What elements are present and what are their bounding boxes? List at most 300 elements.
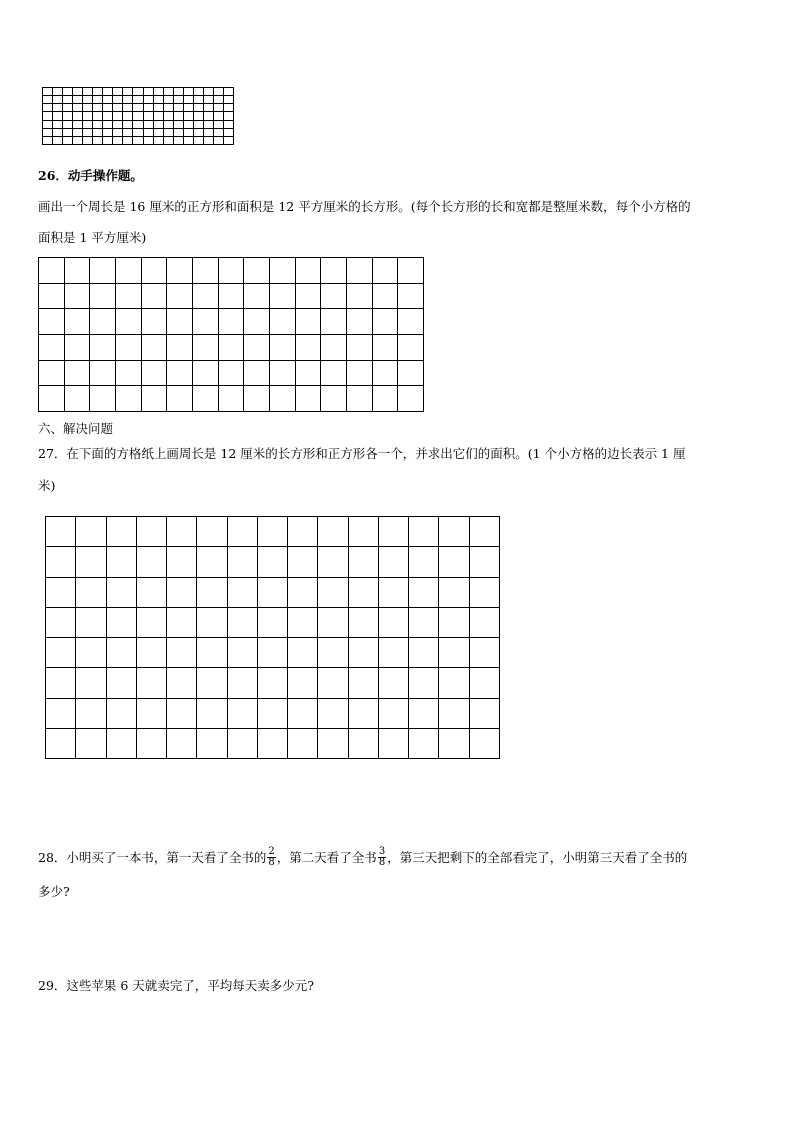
grid-cell — [398, 361, 424, 387]
grid-cell — [76, 638, 106, 668]
grid-cell — [83, 121, 93, 129]
grid-cell — [228, 729, 258, 759]
grid-cell — [224, 121, 234, 129]
grid-cell — [65, 386, 91, 412]
grid-cell — [46, 729, 76, 759]
grid-cell — [349, 608, 379, 638]
grid-cell — [76, 668, 106, 698]
grid-cell — [214, 104, 224, 112]
grid-cell — [204, 137, 214, 145]
grid-cell — [103, 137, 113, 145]
grid-cell — [228, 699, 258, 729]
grid-cell — [83, 112, 93, 120]
grid-cell — [90, 258, 116, 284]
grid-cell — [137, 547, 167, 577]
grid-cell — [46, 578, 76, 608]
grid-cell — [107, 517, 137, 547]
grid-cell — [142, 258, 168, 284]
grid-cell — [270, 335, 296, 361]
grid-cell — [409, 547, 439, 577]
grid-cell — [379, 547, 409, 577]
grid-cell — [93, 88, 103, 96]
q28-text-line1 — [38, 848, 687, 869]
grid-cell — [214, 129, 224, 137]
grid-cell — [398, 335, 424, 361]
grid-cell — [83, 96, 93, 104]
q26-text-line2: 面积是 1 平方厘米) — [38, 230, 147, 245]
grid-cell — [137, 699, 167, 729]
grid-cell — [184, 121, 194, 129]
grid-cell — [219, 258, 245, 284]
grid-cell — [244, 284, 270, 310]
grid-cell — [439, 517, 469, 547]
grid-cell — [174, 137, 184, 145]
grid-cell — [63, 112, 73, 120]
grid-cell — [107, 578, 137, 608]
grid-cell — [103, 112, 113, 120]
grid-cell — [167, 386, 193, 412]
grid-cell — [379, 517, 409, 547]
grid-cell — [373, 284, 399, 310]
grid-cell — [318, 578, 348, 608]
grid-cell — [470, 578, 500, 608]
grid-cell — [73, 104, 83, 112]
grid-cell — [164, 112, 174, 120]
grid-cell — [113, 137, 123, 145]
grid-cell — [219, 361, 245, 387]
grid-cell — [46, 608, 76, 638]
grid-cell — [228, 608, 258, 638]
grid-cell — [164, 88, 174, 96]
grid-cell — [123, 137, 133, 145]
grid-cell — [164, 104, 174, 112]
grid-cell — [258, 608, 288, 638]
grid-cell — [123, 112, 133, 120]
grid-cell — [164, 137, 174, 145]
grid-cell — [123, 129, 133, 137]
grid-cell — [197, 668, 227, 698]
grid-cell — [197, 699, 227, 729]
grid-cell — [224, 96, 234, 104]
grid-cell — [258, 517, 288, 547]
grid-cell — [46, 638, 76, 668]
grid-cell — [93, 137, 103, 145]
grid-cell — [379, 608, 409, 638]
grid-cell — [116, 335, 142, 361]
grid-cell — [174, 129, 184, 137]
grid-cell — [39, 335, 65, 361]
grid-cell — [219, 335, 245, 361]
grid-cell — [123, 88, 133, 96]
grid-cell — [65, 258, 91, 284]
grid-cell — [144, 96, 154, 104]
grid-cell — [228, 668, 258, 698]
grid-cell — [73, 121, 83, 129]
grid-cell — [113, 88, 123, 96]
grid-cell — [470, 547, 500, 577]
grid-cell — [296, 258, 322, 284]
grid-cell — [167, 608, 197, 638]
grid-cell — [73, 88, 83, 96]
q26-text-line1: 画出一个周长是 16 厘米的正方形和面积是 12 平方厘米的长方形。(每个长方形的长和宽都是整厘米数，每个小方格的 — [38, 199, 691, 214]
grid-cell — [318, 547, 348, 577]
grid-cell — [197, 547, 227, 577]
grid-cell — [53, 104, 63, 112]
grid-cell — [63, 104, 73, 112]
grid-cell — [470, 729, 500, 759]
grid-cell — [63, 121, 73, 129]
grid-cell — [204, 121, 214, 129]
grid-cell — [373, 361, 399, 387]
grid-cell — [93, 96, 103, 104]
grid-cell — [193, 309, 219, 335]
grid-cell — [214, 96, 224, 104]
grid-cell — [164, 121, 174, 129]
grid-cell — [167, 668, 197, 698]
grid-cell — [193, 335, 219, 361]
grid-cell — [258, 699, 288, 729]
grid-cell — [470, 668, 500, 698]
grid-cell — [270, 386, 296, 412]
q28-fraction-2-numerator: 3 — [378, 846, 386, 857]
grid-cell — [43, 121, 53, 129]
grid-cell — [288, 578, 318, 608]
grid-cell — [296, 386, 322, 412]
grid-cell — [65, 284, 91, 310]
grid-cell — [116, 309, 142, 335]
grid-cell — [224, 112, 234, 120]
grid-cell — [39, 386, 65, 412]
grid-cell — [167, 335, 193, 361]
grid-cell — [116, 284, 142, 310]
grid-cell — [65, 361, 91, 387]
grid-cell — [409, 699, 439, 729]
grid-cell — [194, 88, 204, 96]
grid-cell — [174, 88, 184, 96]
grid-cell — [123, 104, 133, 112]
grid-cell — [103, 88, 113, 96]
grid-cell — [228, 517, 258, 547]
grid-cell — [90, 335, 116, 361]
grid-cell — [142, 284, 168, 310]
grid-cell — [379, 729, 409, 759]
grid-cell — [347, 284, 373, 310]
grid-cell — [214, 112, 224, 120]
grid-cell — [270, 361, 296, 387]
grid-cell — [76, 608, 106, 638]
grid-cell — [43, 104, 53, 112]
grid-cell — [194, 129, 204, 137]
grid-cell — [224, 137, 234, 145]
grid-cell — [321, 284, 347, 310]
grid-cell — [142, 309, 168, 335]
grid-cell — [258, 729, 288, 759]
grid-cell — [347, 258, 373, 284]
grid-cell — [288, 608, 318, 638]
grid-cell — [76, 729, 106, 759]
grid-cell — [318, 638, 348, 668]
grid-cell — [76, 547, 106, 577]
grid-cell — [409, 517, 439, 547]
grid-cell — [103, 121, 113, 129]
grid-cell — [154, 137, 164, 145]
grid-cell — [197, 729, 227, 759]
grid-cell — [347, 386, 373, 412]
grid-cell — [73, 137, 83, 145]
grid-cell — [144, 104, 154, 112]
grid-cell — [43, 112, 53, 120]
grid-cell — [204, 112, 214, 120]
grid-cell — [53, 88, 63, 96]
q29-text: 29．这些苹果 6 天就卖完了，平均每天卖多少元? — [38, 978, 315, 993]
grid-cell — [43, 88, 53, 96]
grid-cell — [244, 361, 270, 387]
q28-prefix: 28．小明买了一本书，第一天看了全书的 — [38, 850, 267, 865]
grid-cell — [83, 104, 93, 112]
grid-cell — [379, 699, 409, 729]
grid-cell — [116, 361, 142, 387]
grid-cell — [46, 668, 76, 698]
grid-cell — [270, 284, 296, 310]
grid-cell — [167, 547, 197, 577]
grid-cell — [46, 699, 76, 729]
grid-cell — [398, 258, 424, 284]
grid-cell — [53, 129, 63, 137]
grid-cell — [214, 137, 224, 145]
grid-cell — [174, 104, 184, 112]
grid-cell — [39, 258, 65, 284]
grid-cell — [113, 112, 123, 120]
grid-cell — [439, 547, 469, 577]
q28-suffix: ，第三天把剩下的全部看完了，小明第三天看了全书的 — [387, 850, 688, 865]
grid-cell — [398, 309, 424, 335]
grid-cell — [90, 386, 116, 412]
grid-cell — [349, 547, 379, 577]
top-small-grid — [42, 87, 234, 145]
q27-grid — [45, 516, 500, 759]
grid-cell — [288, 638, 318, 668]
grid-cell — [439, 578, 469, 608]
grid-cell — [43, 96, 53, 104]
grid-cell — [73, 112, 83, 120]
grid-cell — [258, 638, 288, 668]
grid-cell — [321, 309, 347, 335]
grid-cell — [63, 129, 73, 137]
grid-cell — [144, 137, 154, 145]
grid-cell — [93, 104, 103, 112]
grid-cell — [349, 699, 379, 729]
q27-text-line1: 27．在下面的方格纸上画周长是 12 厘米的长方形和正方形各一个，并求出它们的面积。(1 个小方格的边长表示 1 厘 — [38, 446, 686, 461]
grid-cell — [347, 361, 373, 387]
grid-cell — [63, 137, 73, 145]
grid-cell — [167, 258, 193, 284]
grid-cell — [288, 729, 318, 759]
grid-cell — [107, 608, 137, 638]
grid-cell — [373, 335, 399, 361]
grid-cell — [137, 729, 167, 759]
grid-cell — [154, 112, 164, 120]
grid-cell — [103, 129, 113, 137]
grid-cell — [197, 638, 227, 668]
grid-cell — [184, 137, 194, 145]
grid-cell — [318, 729, 348, 759]
q26-title: 26．动手操作题。 — [38, 168, 143, 183]
grid-cell — [288, 699, 318, 729]
grid-cell — [123, 121, 133, 129]
grid-cell — [63, 88, 73, 96]
grid-cell — [258, 578, 288, 608]
grid-cell — [224, 129, 234, 137]
grid-cell — [137, 668, 167, 698]
grid-cell — [43, 129, 53, 137]
grid-cell — [144, 112, 154, 120]
q28-text-line2: 多少? — [38, 884, 70, 899]
grid-cell — [321, 361, 347, 387]
grid-cell — [214, 121, 224, 129]
q28-middle: ，第二天看了全书 — [276, 850, 377, 865]
grid-cell — [214, 88, 224, 96]
grid-cell — [347, 309, 373, 335]
grid-cell — [167, 361, 193, 387]
grid-cell — [194, 121, 204, 129]
grid-cell — [409, 729, 439, 759]
grid-cell — [137, 638, 167, 668]
grid-cell — [258, 668, 288, 698]
grid-cell — [470, 699, 500, 729]
grid-cell — [197, 608, 227, 638]
grid-cell — [349, 668, 379, 698]
grid-cell — [133, 137, 143, 145]
grid-cell — [296, 309, 322, 335]
grid-cell — [288, 547, 318, 577]
grid-cell — [113, 121, 123, 129]
grid-cell — [39, 309, 65, 335]
grid-cell — [349, 517, 379, 547]
grid-cell — [137, 578, 167, 608]
grid-cell — [164, 129, 174, 137]
grid-cell — [409, 608, 439, 638]
grid-cell — [194, 104, 204, 112]
grid-cell — [167, 517, 197, 547]
grid-cell — [288, 668, 318, 698]
grid-cell — [63, 96, 73, 104]
grid-cell — [142, 335, 168, 361]
grid-cell — [439, 638, 469, 668]
grid-cell — [270, 258, 296, 284]
grid-cell — [204, 96, 214, 104]
grid-cell — [53, 112, 63, 120]
grid-cell — [174, 96, 184, 104]
q26-grid — [38, 257, 424, 412]
q27-text-line2: 米) — [38, 478, 56, 493]
grid-cell — [76, 517, 106, 547]
q28-fraction-1-numerator: 2 — [268, 846, 275, 857]
grid-cell — [93, 121, 103, 129]
grid-cell — [116, 258, 142, 284]
grid-cell — [142, 361, 168, 387]
grid-cell — [373, 258, 399, 284]
grid-cell — [107, 699, 137, 729]
grid-cell — [409, 638, 439, 668]
grid-cell — [318, 517, 348, 547]
grid-cell — [439, 729, 469, 759]
grid-cell — [167, 638, 197, 668]
q28-fraction-1-denominator: 8 — [268, 857, 275, 868]
grid-cell — [349, 729, 379, 759]
grid-cell — [107, 668, 137, 698]
grid-cell — [219, 309, 245, 335]
grid-cell — [73, 96, 83, 104]
grid-cell — [244, 386, 270, 412]
grid-cell — [46, 547, 76, 577]
grid-cell — [194, 137, 204, 145]
grid-cell — [318, 668, 348, 698]
grid-cell — [53, 137, 63, 145]
grid-cell — [154, 96, 164, 104]
grid-cell — [197, 578, 227, 608]
grid-cell — [133, 121, 143, 129]
grid-cell — [46, 517, 76, 547]
grid-cell — [116, 386, 142, 412]
grid-cell — [373, 309, 399, 335]
grid-cell — [137, 608, 167, 638]
grid-cell — [174, 112, 184, 120]
grid-cell — [137, 517, 167, 547]
grid-cell — [167, 284, 193, 310]
grid-cell — [107, 547, 137, 577]
grid-cell — [154, 88, 164, 96]
grid-cell — [219, 386, 245, 412]
grid-cell — [193, 386, 219, 412]
grid-cell — [154, 104, 164, 112]
grid-cell — [193, 258, 219, 284]
grid-cell — [296, 361, 322, 387]
grid-cell — [133, 129, 143, 137]
grid-cell — [379, 578, 409, 608]
grid-cell — [142, 386, 168, 412]
grid-cell — [439, 699, 469, 729]
grid-cell — [113, 96, 123, 104]
grid-cell — [197, 517, 227, 547]
grid-cell — [184, 129, 194, 137]
grid-cell — [90, 309, 116, 335]
grid-cell — [83, 129, 93, 137]
grid-cell — [224, 88, 234, 96]
grid-cell — [439, 668, 469, 698]
grid-cell — [83, 88, 93, 96]
grid-cell — [144, 88, 154, 96]
grid-cell — [133, 104, 143, 112]
grid-cell — [204, 88, 214, 96]
grid-cell — [379, 668, 409, 698]
grid-cell — [244, 258, 270, 284]
grid-cell — [90, 361, 116, 387]
grid-cell — [65, 335, 91, 361]
grid-cell — [244, 335, 270, 361]
grid-cell — [288, 517, 318, 547]
q28-fraction-2 — [378, 847, 386, 868]
grid-cell — [398, 386, 424, 412]
grid-cell — [228, 638, 258, 668]
grid-cell — [349, 578, 379, 608]
grid-cell — [347, 335, 373, 361]
grid-cell — [93, 129, 103, 137]
grid-cell — [184, 104, 194, 112]
grid-cell — [296, 284, 322, 310]
grid-cell — [228, 547, 258, 577]
grid-cell — [123, 96, 133, 104]
grid-cell — [439, 608, 469, 638]
